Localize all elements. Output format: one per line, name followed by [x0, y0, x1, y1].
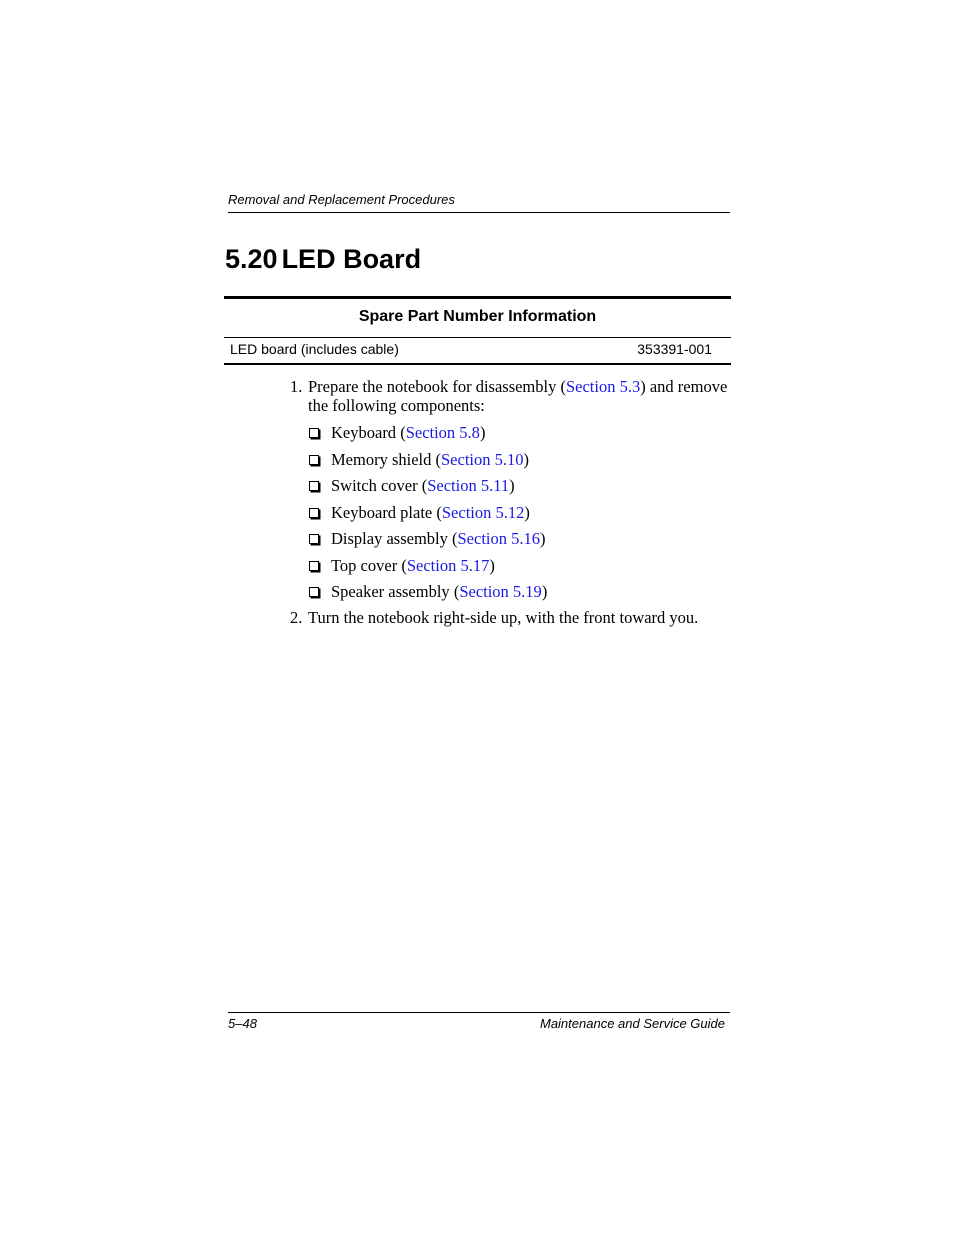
section-link[interactable]: Section 5.11 — [427, 476, 510, 495]
section-link[interactable]: Section 5.17 — [406, 555, 490, 575]
step-text: Turn the notebook right-side up, with the front toward you. — [308, 607, 699, 627]
running-footer — [228, 1012, 730, 1031]
component-list — [308, 422, 730, 608]
step-1 — [290, 377, 730, 608]
checkbox-icon — [309, 561, 319, 571]
running-header-title: Removal and Replacement Procedures — [228, 192, 455, 207]
part-number: 353391-001 — [637, 341, 712, 357]
section-link[interactable]: Section 5.3 — [565, 377, 641, 396]
section-link[interactable]: Section 5.12 — [441, 502, 525, 522]
list-item: Keyboard plate (Section 5.12) — [308, 502, 730, 529]
component-name: Keyboard plate — [331, 502, 433, 522]
part-description: LED board (includes cable) — [230, 341, 399, 357]
checkbox-icon — [309, 428, 319, 438]
section-link[interactable]: Section 5.16 — [457, 529, 540, 548]
component-name: Memory shield — [331, 449, 432, 469]
page-number: 5–48 — [228, 1016, 257, 1031]
component-name: Speaker assembly — [331, 582, 450, 601]
table-row — [224, 338, 731, 363]
step-text-after: ) and remove the following components: — [308, 377, 728, 415]
procedure-steps — [290, 377, 730, 627]
step-number: 1. — [290, 377, 303, 396]
list-item: Memory shield (Section 5.10) — [308, 449, 730, 476]
section-link[interactable]: Section 5.8 — [405, 423, 480, 442]
list-item: Top cover (Section 5.17) — [308, 555, 730, 582]
step-text — [308, 377, 730, 415]
running-header — [228, 190, 730, 213]
list-item: Display assembly (Section 5.16) — [308, 528, 730, 555]
step-2 — [290, 608, 730, 627]
checkbox-icon — [309, 481, 319, 491]
list-item: Keyboard (Section 5.8) — [308, 422, 730, 449]
component-name: Keyboard — [331, 423, 397, 442]
checkbox-icon — [309, 534, 319, 544]
section-title-text: LED Board — [281, 244, 422, 274]
step-number: 2. — [290, 607, 303, 627]
component-name: Top cover — [331, 555, 398, 575]
section-number: 5.20 — [225, 244, 278, 274]
checkbox-icon — [309, 455, 319, 465]
section-link[interactable]: Section 5.19 — [459, 582, 542, 601]
component-name: Display assembly — [331, 529, 448, 548]
spare-part-table — [224, 296, 731, 365]
checkbox-icon — [309, 508, 319, 518]
checkbox-icon — [309, 587, 319, 597]
component-name: Switch cover — [331, 476, 418, 495]
list-item: Speaker assembly (Section 5.19) — [308, 581, 730, 608]
step-text-before: Prepare the notebook for disassembly ( — [308, 377, 566, 396]
section-link[interactable]: Section 5.10 — [441, 449, 524, 469]
spare-part-table-heading: Spare Part Number Information — [224, 299, 731, 338]
list-item: Switch cover (Section 5.11) — [308, 475, 730, 502]
guide-title: Maintenance and Service Guide — [539, 1016, 725, 1031]
section-title — [225, 240, 421, 278]
